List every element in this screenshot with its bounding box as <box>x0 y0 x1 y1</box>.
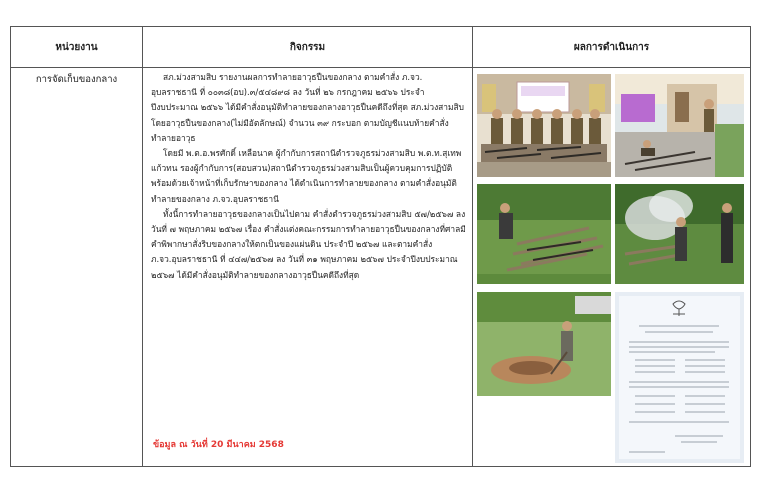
table-row <box>11 68 751 467</box>
data-date-note: ข้อมูล ณ วันที่ 20 มีนาคม 2568 <box>153 439 284 450</box>
results-cell <box>473 68 751 467</box>
header-unit: หน่วยงาน <box>11 27 143 68</box>
burying-weapons-photo <box>477 292 611 396</box>
weapons-pile-photo <box>477 184 611 284</box>
header-row <box>11 27 751 68</box>
officers-with-weapons-photo <box>477 74 611 177</box>
report-table <box>10 26 751 467</box>
activity-paragraph-3: ทั้งนี้การทำลายอาวุธของกลางเป็นไปตาม คำสั่งตำรวจภูธรม่วงสามสิบ ๕๗/๒๕๖๗ ลงวันที่ ๗ พฤษภาคม ๒๕๖๗ เรื่อง คำสั่งแต่งคณะกรรมการทำลายอาวุธปืนของกลางที่ศาลมีคำพิพากษาสั่งริบของกลางให้ตกเป็นของแผ่นดิน ประจำปี ๒๕๖๗ และตามคำสั่ง ภ.จว.อุบลราชธานี ที่ ๔๔๗/๒๕๖๗ ลง วันที่ ๓๑ พฤษภาคม ๒๕๖๗ ประจำปีงบประมาณ ๒๕๖๗ ได้มีคำสั่งอนุมัติทำลายของกลางอาวุธปืนคดีถึงที่สุด <box>151 208 466 280</box>
official-order-document <box>615 292 744 463</box>
burning-weapons-photo <box>615 184 744 284</box>
unit-cell: การจัดเก็บของกลาง <box>11 68 143 467</box>
header-results: ผลการดำเนินการ <box>473 27 751 68</box>
activity-paragraph-2: โดยมี พ.ต.อ.พรศักดิ์ เหลือนาค ผู้กำกับการสถานีตำรวจภูธรม่วงสามสิบ พ.ต.ท.สุเทพ แก้วทน รองผู้กำกับการ(สอบสวน)สถานีตำรวจภูธรม่วงสามสิบเป็นผู้ควบคุมการปฏิบัติ พร้อมด้วยเจ้าหน้าที่เก็บรักษาของกลาง ได้ดำเนินการทำลายของกลาง ตามคำสั่งอนุมัติทำลายของกลาง ภ.จว.อุบลราชธานี <box>151 148 462 204</box>
header-activity: กิจกรรม <box>143 27 473 68</box>
activity-cell <box>143 68 473 467</box>
office-building-photo <box>615 74 744 177</box>
activity-paragraph-1: สภ.ม่วงสามสิบ รายงานผลการทำลายอาวุธปืนของกลาง ตามคำสั่ง ภ.จว. อุบลราชธานี ที่ ๐๐๓๘(อบ).๓/๕๔๘๙๘ ลง วันที่ ๒๖ กรกฎาคม ๒๕๖๖ ประจำปีงบประมาณ ๒๕๖๖ ได้มีคำสั่งอนุมัติทำลายของกลางอาวุธปืนคดีถึงที่สุด สภ.ม่วงสามสิบ โดยอาวุธปืนของกลาง(ไม่มีอัตลักษณ์) จำนวน ๓๙ กระบอก ตามบัญชีแนบท้ายคำสั่งทำลายอาวุธ <box>151 72 464 143</box>
